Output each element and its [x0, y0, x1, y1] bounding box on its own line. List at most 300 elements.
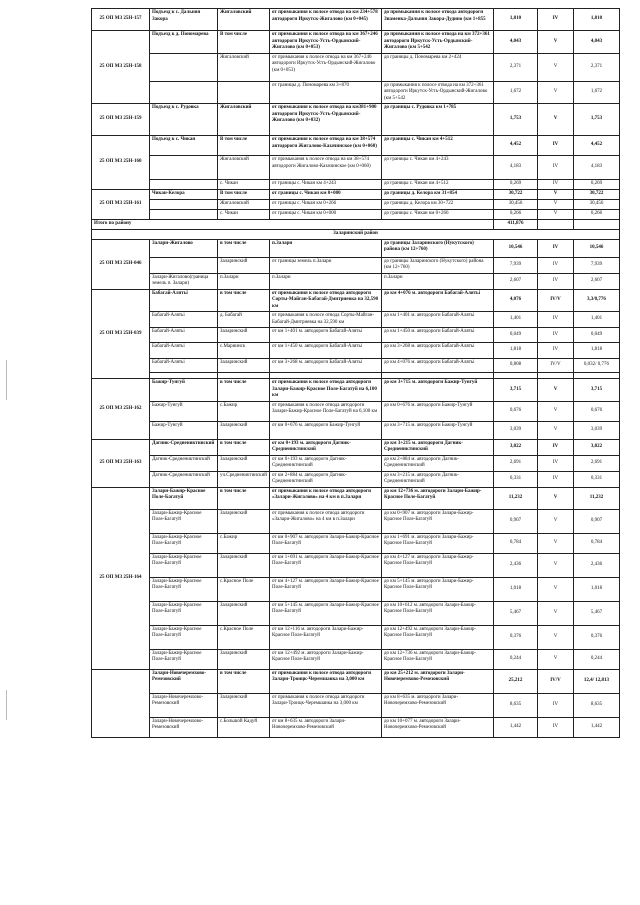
- section-start: от км 5+145 м. автодороги Залари-Бажир-Красное Поле-Багатуй: [270, 601, 382, 625]
- section-length: 0,049: [494, 328, 538, 343]
- table-row: [92, 439, 620, 455]
- table-row: [92, 229, 620, 239]
- section-start: от примыкания к полосе отвода автодороги Сорты-Майган-Бабагай-Дмитриевка на 32,590 км: [270, 289, 382, 312]
- section-length: 4,043: [494, 31, 538, 54]
- section-end: до примыкания к полосе отвода на км 372+361 автодороги Иркутск-Усть-Ордынский-Жигалово (км 5+542: [382, 31, 494, 54]
- road-section-area: в том числе: [218, 289, 270, 312]
- road-name: Бабагай-Алятьі: [150, 289, 218, 312]
- road-name: Залари-Бажир-Красное Поле-Багатуй: [150, 601, 218, 625]
- road-name: Залари-Бажир-Красное Поле-Багатуй: [150, 577, 218, 601]
- scan-edge-mark: [6, 360, 7, 400]
- section-end: до границы с. Рудовка км 1+785: [382, 104, 494, 136]
- district-total-label: Итого по району: [92, 220, 494, 230]
- table-row: [92, 190, 620, 200]
- road-id-code: 25 ОП МЗ 25Н-160: [92, 136, 150, 190]
- section-start: от примыкания к полосе отвода автодороги Залари-Троицк-Черемшанка на 3,000 км: [270, 669, 382, 693]
- section-start: от примыкания к полосе отвода на км 38+574 автодороги Жигалово-Казачинское (км 0+060): [270, 156, 382, 180]
- road-category: IV: [538, 693, 574, 717]
- road-section-area: Жигаловский: [218, 53, 270, 81]
- table-body: [92, 9, 620, 738]
- road-name: Дагник-Среднениктинский: [150, 439, 218, 455]
- road-section-area: в том числе: [218, 487, 270, 509]
- section-length: 2,691: [494, 455, 538, 471]
- section-end: до границы с. Чикан км 4+512: [382, 136, 494, 156]
- road-category: IV: [538, 717, 574, 737]
- section-start: от км 2+884 м. автодороги Дагник-Среднениктинский: [270, 471, 382, 487]
- scan-edge-mark: [6, 690, 7, 720]
- table-row: [92, 401, 620, 421]
- road-category: V: [538, 601, 574, 625]
- road-section-area: Заларинский: [218, 455, 270, 471]
- road-category: V: [538, 553, 574, 577]
- table-row: [92, 257, 620, 273]
- category-length: 0,269: [574, 180, 620, 190]
- section-length: 0,784: [494, 533, 538, 553]
- road-section-area: Заларинский: [218, 328, 270, 343]
- section-end: до границы Заларинского (Нукутского) района (км 12+760): [382, 239, 494, 257]
- section-start: от км 0+907 м. автодороги Залари-Бажир-Красное Поле-Багатуй: [270, 533, 382, 553]
- category-length: 1,401: [574, 312, 620, 328]
- section-end: до км 8+635 м. автодороги Залари-Новочеремхово-Ремезовский: [382, 693, 494, 717]
- section-end: до км 1+450 м. автодороги Бабагай-Алятьі: [382, 328, 494, 343]
- road-category: V: [538, 379, 574, 402]
- section-length: 3,715: [494, 379, 538, 402]
- empty-cell: [574, 220, 620, 230]
- road-category: IV/V: [538, 359, 574, 373]
- table-row: [92, 156, 620, 180]
- section-start: от км 12+116 м. автодороги Залари-Бажир-Красное Поле-Багатуй: [270, 625, 382, 649]
- section-end: до км 3+268 м. автодороги Бабагай-Алятьі: [382, 343, 494, 359]
- district-total-value: 411,876: [494, 220, 538, 230]
- table-row: [92, 210, 620, 220]
- road-category: V: [538, 53, 574, 81]
- road-name: Залари-Жигалово(граница земель п. Залари): [150, 273, 218, 289]
- category-length: 0,331: [574, 471, 620, 487]
- section-start: от примыкания к полосе отвода автодороги Залари-Бажир-Красное Поле-Багатуй на 6,100 км: [270, 379, 382, 402]
- section-start: от км 8+635 м. автодороги Залари-Новочеремхово-Ремезовский: [270, 717, 382, 737]
- table-row: [92, 343, 620, 359]
- section-start: от примыкания к полосе отвода на км 38+574 автодороги Жигалово-Казачинское (км 0+060): [270, 136, 382, 156]
- section-start: от границы с. Чикан км 0+000: [270, 210, 382, 220]
- road-name: Бажир-Тунгуй: [150, 421, 218, 439]
- road-category: IV: [538, 257, 574, 273]
- section-end: до границы д. Пономарева км 2+424: [382, 53, 494, 81]
- category-length: 8,635: [574, 693, 620, 717]
- section-end: до границы с. Чикан км 0+266: [382, 210, 494, 220]
- road-name: Дагник-Среднениктинский: [150, 455, 218, 471]
- road-name: Подъезд к с. Дальняя Закора: [150, 9, 218, 31]
- section-length: 5,467: [494, 601, 538, 625]
- road-category: V: [538, 577, 574, 601]
- section-end: до км 0+907 м. автодороги Залари-Бажир-Красное Поле-Багатуй: [382, 509, 494, 533]
- section-length: 1,401: [494, 312, 538, 328]
- road-name: Залари-Бажир-Красное Поле-Багатуй: [150, 625, 218, 649]
- section-start: от примыкания к полосе отвода автодороги Залари-Троицк-Черемшанка на 3,000 км: [270, 693, 382, 717]
- road-section-area: в том числе: [218, 439, 270, 455]
- road-section-area: с.Красное Поле: [218, 625, 270, 649]
- section-start: от примыкания к полосе отвода на км 234+578 автодороги Иркутск-Жигалово (км 0+045): [270, 9, 382, 31]
- road-id-code: [92, 669, 150, 737]
- road-section-area: Жигаловский: [218, 200, 270, 210]
- road-section-area: с. Чикан: [218, 180, 270, 190]
- table-row: [92, 81, 620, 104]
- section-end: до км 5+145 м. автодороги Залари-Бажир-Красное Поле-Багатуй: [382, 577, 494, 601]
- road-category: IV/V: [538, 669, 574, 693]
- road-section-area: В том числе: [218, 190, 270, 200]
- road-name: Подъезд к д. Пономарева: [150, 31, 218, 54]
- table-row: [92, 553, 620, 577]
- category-length: 2,691: [574, 455, 620, 471]
- section-end: до границы Заларинского (Нукутского) района (км 12+760): [382, 257, 494, 273]
- road-section-area: с. Чикан: [218, 210, 270, 220]
- category-length: 0,266: [574, 210, 620, 220]
- table-row: [92, 31, 620, 54]
- road-category: IV: [538, 156, 574, 180]
- section-start: от км 4+127 м. автодороги Залари-Бажир-Красное Поле-Багатуй: [270, 577, 382, 601]
- section-length: 0,676: [494, 401, 538, 421]
- road-register-table: [91, 8, 620, 738]
- section-length: 0,808: [494, 359, 538, 373]
- category-length: 2,371: [574, 53, 620, 81]
- section-length: 0,244: [494, 649, 538, 669]
- road-name: Залари-Жигалово: [150, 239, 218, 257]
- road-name: [150, 200, 218, 210]
- road-section-area: Заларинский: [218, 693, 270, 717]
- road-id-code: 25 ОП МЗ 25Н-161: [92, 190, 150, 220]
- category-length: 3,022: [574, 439, 620, 455]
- section-length: 1,818: [494, 343, 538, 359]
- section-start: от границы д. Пономарева км 3+870: [270, 81, 382, 104]
- category-length: 1,818: [574, 343, 620, 359]
- section-length: 25,212: [494, 669, 538, 693]
- section-length: 0,266: [494, 210, 538, 220]
- table-row: [92, 220, 620, 230]
- section-length: 1,672: [494, 81, 538, 104]
- road-section-area: Жигаловский: [218, 156, 270, 180]
- section-start: п.Залари: [270, 239, 382, 257]
- section-end: до км 4+127 м. автодороги Залари-Бажир-Красное Поле-Багатуй: [382, 553, 494, 577]
- section-length: 30,722: [494, 190, 538, 200]
- section-length: 7,939: [494, 257, 538, 273]
- road-category: IV: [538, 455, 574, 471]
- section-start: от км 3+268 м. автодороги Бабагай-Алятьі: [270, 359, 382, 373]
- road-section-area: д. Бабагай: [218, 312, 270, 328]
- road-name: Бабагай-Алятьі: [150, 359, 218, 373]
- section-start: от км 1+450 м. автодороги Бабагай-Алятьі: [270, 343, 382, 359]
- category-length: 0,032/ 0,776: [574, 359, 620, 373]
- category-length: 1,018: [574, 577, 620, 601]
- category-length: 5,467: [574, 601, 620, 625]
- section-start: от км 0+676 м. автодороги Бажир-Тунгуй: [270, 421, 382, 439]
- region-header: Заларинский район: [92, 229, 620, 239]
- road-category: IV: [538, 312, 574, 328]
- road-section-area: Жигаловский: [218, 9, 270, 31]
- section-length: 2,607: [494, 273, 538, 289]
- road-section-area: [218, 81, 270, 104]
- road-section-area: п.Залари: [218, 273, 270, 289]
- table-row: [92, 104, 620, 136]
- category-length: 3,715: [574, 379, 620, 402]
- road-name: Залари-Новочеремхово-Ремезовский: [150, 717, 218, 737]
- road-category: V: [538, 104, 574, 136]
- road-name: Бабагай-Алятьі: [150, 312, 218, 328]
- road-section-area: уч.Среднениктинский: [218, 471, 270, 487]
- category-length: 4,043: [574, 31, 620, 54]
- road-id-code: 25 ОП МЗ 25Н-163: [92, 439, 150, 487]
- table-row: [92, 359, 620, 373]
- section-end: до км 1+401 м. автодороги Бабагай-Алятьі: [382, 312, 494, 328]
- road-name: Залари-Бажир-Красное Поле-Багатуй: [150, 649, 218, 669]
- section-length: 11,232: [494, 487, 538, 509]
- category-length: 0,376: [574, 625, 620, 649]
- section-length: 0,269: [494, 180, 538, 190]
- table-row: [92, 649, 620, 669]
- section-end: до границы с. Чикан км 4+512: [382, 180, 494, 190]
- road-category: V: [538, 625, 574, 649]
- category-length: 0,244: [574, 649, 620, 669]
- road-section-area: в том числе: [218, 379, 270, 402]
- table-row: [92, 289, 620, 312]
- road-section-area: В том числе: [218, 31, 270, 54]
- road-name: Подъезд к с. Рудовка: [150, 104, 218, 136]
- section-start: от границы с. Чикан км 0+000: [270, 190, 382, 200]
- category-length: 1,810: [574, 9, 620, 31]
- section-start: от км 0+193 м. автодороги Дагник-Среднениктинский: [270, 439, 382, 455]
- table-row: [92, 601, 620, 625]
- road-category: V: [538, 421, 574, 439]
- road-category: IV: [538, 343, 574, 359]
- table-row: [92, 471, 620, 487]
- road-section-area: с.Бажир: [218, 533, 270, 553]
- section-length: 1,442: [494, 717, 538, 737]
- section-start: от примыкания к полосе отвода автодороги «Залари-Жигалово» на 4 км в п.Залари: [270, 487, 382, 509]
- road-category: V: [538, 200, 574, 210]
- table-row: [92, 421, 620, 439]
- road-id-code: 25 ОП МЗ 25Н-039: [92, 289, 150, 379]
- road-section-area: с.Мариинск: [218, 343, 270, 359]
- section-start: от примыкания к полосе отвода на км 367+246 автодороги Иркутск-Усть-Ордынский-Жигалово (км 0+053): [270, 31, 382, 54]
- table-row: [92, 136, 620, 156]
- section-start: п.Залари: [270, 273, 382, 289]
- road-name: [150, 257, 218, 273]
- road-name: Бабагай-Алятьі: [150, 343, 218, 359]
- road-name: Залари-Новочеремхово-Ремезовский: [150, 693, 218, 717]
- road-id-code: 25 ОП МЗ 25Н-157: [92, 9, 150, 31]
- road-name: [150, 210, 218, 220]
- road-category: IV: [538, 9, 574, 31]
- road-name: [150, 180, 218, 190]
- road-id-code: 25 ОП МЗ 25Н-159: [92, 104, 150, 136]
- road-section-area: с.Бажир: [218, 401, 270, 421]
- section-end: до км 1+691 м. автодороги Залари-Бажир-Красное Поле-Багатуй: [382, 533, 494, 553]
- section-end: до км 3+715 м. автодороги Бажир-Тунгуй: [382, 421, 494, 439]
- road-category: V: [538, 533, 574, 553]
- section-length: 1,810: [494, 9, 538, 31]
- section-end: до км 3+215 м. автодороги Дагник-Среднениктинский: [382, 471, 494, 487]
- road-id-code: 25 ОП МЗ 25Н-158: [92, 31, 150, 104]
- road-name: Залари-Новочеремхово-Ремезовский: [150, 669, 218, 693]
- road-category: V: [538, 31, 574, 54]
- section-end: до границы с. Чикан км 4+243: [382, 156, 494, 180]
- road-name: Залари-Бажир-Красное Поле-Багатуй: [150, 487, 218, 509]
- section-length: 0,907: [494, 509, 538, 533]
- category-length: 30,722: [574, 190, 620, 200]
- table-row: [92, 328, 620, 343]
- section-start: от примыкания к полосе отвода на км 367+246 автодороги Иркутск-Усть-Ордынский-Жигалово (км 0+053): [270, 53, 382, 81]
- category-length: 0,049: [574, 328, 620, 343]
- section-end: до границы д. Келора км 31+854: [382, 190, 494, 200]
- road-name: Бажир-Тунгуй: [150, 379, 218, 402]
- road-name: Бабагай-Алятьі: [150, 328, 218, 343]
- road-name: Бажир-Тунгуй: [150, 401, 218, 421]
- road-section-area: Заларинский: [218, 649, 270, 669]
- category-length: 3,3/0,776: [574, 289, 620, 312]
- category-length: 4,183: [574, 156, 620, 180]
- road-name: Дагник-Среднениктинский: [150, 471, 218, 487]
- section-start: от примыкания к полосе отвода автодороги Залари-Бажир-Красное Поле-Багатуй на 6,100 км: [270, 401, 382, 421]
- section-start: от км 12+492 м. автодороги Залари-Бажир-Красное Поле-Багатуй: [270, 649, 382, 669]
- road-section-area: В том числе: [218, 136, 270, 156]
- section-length: 1,018: [494, 577, 538, 601]
- section-end: до км 0+676 м. автодороги Бажир-Тунгуй: [382, 401, 494, 421]
- table-row: [92, 53, 620, 81]
- road-category: IV: [538, 273, 574, 289]
- category-length: 1,753: [574, 104, 620, 136]
- road-id-code: 25 ОП МЗ 25Н-164: [92, 487, 150, 669]
- section-end: до км 12+736 м. автодороги Залари-Бажир-Красное Поле-Багатуй: [382, 487, 494, 509]
- road-name: Залари-Бажир-Красное Поле-Багатуй: [150, 509, 218, 533]
- section-start: от примыкания к полосе отвода на км381+900 автодороги Иркутск-Усть-Ордынский-Жигалово (км 0+032): [270, 104, 382, 136]
- section-end: до км 25+212 м. автодороги Залари-Новочеремхово-Ремезовский: [382, 669, 494, 693]
- road-section-area: Заларинский: [218, 421, 270, 439]
- road-name: Залари-Бажир-Красное Поле-Багатуй: [150, 533, 218, 553]
- section-length: 10,546: [494, 239, 538, 257]
- section-length: 8,635: [494, 693, 538, 717]
- section-start: от примыкания к полосе отвода Сорты-Майган-Бабагай-Дмитриевка на 32,590 км: [270, 312, 382, 328]
- category-length: 0,676: [574, 401, 620, 421]
- category-length: 3,039: [574, 421, 620, 439]
- table-row: [92, 9, 620, 31]
- section-length: 0,376: [494, 625, 538, 649]
- empty-cell: [538, 220, 574, 230]
- table-row: [92, 200, 620, 210]
- section-length: 3,022: [494, 439, 538, 455]
- road-name: [150, 53, 218, 81]
- section-end: до примыкания к полосе отвода автодороги Знаменка-Дальняя Закора-Дудино (км 1+855: [382, 9, 494, 31]
- road-section-area: в том числе: [218, 239, 270, 257]
- section-length: 2,436: [494, 553, 538, 577]
- road-category: IV: [538, 439, 574, 455]
- section-length: 30,456: [494, 200, 538, 210]
- section-end: до км 4+076 м. автодороги Бабагай-Алятьі: [382, 289, 494, 312]
- section-start: от примыкания к полосе отвода автодороги «Залари-Жигалово» на 4 км в п.Залари: [270, 509, 382, 533]
- section-start: от границы земель п.Залари: [270, 257, 382, 273]
- road-category: V: [538, 509, 574, 533]
- road-category: V: [538, 649, 574, 669]
- section-end: до км 3+215 м. автодороги Дагник-Среднениктинский: [382, 439, 494, 455]
- category-length: 0,907: [574, 509, 620, 533]
- section-end: до км 4+076 м. автодороги Бабагай-Алятьі: [382, 359, 494, 373]
- section-end: до км 10+077 м. автодороги Залари-Новочеремхово-Ремезовский: [382, 717, 494, 737]
- table-row: [92, 717, 620, 737]
- table-row: [92, 509, 620, 533]
- section-length: 0,331: [494, 471, 538, 487]
- section-length: 1,753: [494, 104, 538, 136]
- road-section-area: в том числе: [218, 669, 270, 693]
- section-length: 2,371: [494, 53, 538, 81]
- section-start: от границы с. Чикан км 4+243: [270, 180, 382, 190]
- section-end: до км 10+612 м. автодороги Залари-Бажир-Красное Поле-Багатуй: [382, 601, 494, 625]
- table-row: [92, 180, 620, 190]
- road-category: IV: [538, 239, 574, 257]
- table-row: [92, 487, 620, 509]
- road-id-code: 25 ОП МЗ 25Н-162: [92, 379, 150, 440]
- section-start: от км 1+401 м. автодороги Бабагай-Алятьі: [270, 328, 382, 343]
- table-row: [92, 669, 620, 693]
- section-length: 3,039: [494, 421, 538, 439]
- section-length: 4,183: [494, 156, 538, 180]
- table-row: [92, 273, 620, 289]
- section-length: 4,076: [494, 289, 538, 312]
- section-end: до примыкания к полосе отвода на км 372+361 автодороги Иркутск-Усть-Ордынский-Жигалово (км 5+542: [382, 81, 494, 104]
- category-length: 1,442: [574, 717, 620, 737]
- road-section-area: Заларинский: [218, 601, 270, 625]
- table-row: [92, 312, 620, 328]
- category-length: 4,452: [574, 136, 620, 156]
- section-end: до км 2+884 м. автодороги Дагник-Среднениктинский: [382, 455, 494, 471]
- road-category: V: [538, 190, 574, 200]
- road-section-area: Заларинский: [218, 509, 270, 533]
- road-category: V: [538, 81, 574, 104]
- section-end: до км 3+715 м. автодороги Бажир-Тунгуй: [382, 379, 494, 402]
- road-category: V: [538, 487, 574, 509]
- road-category: V: [538, 210, 574, 220]
- road-section-area: Заларинский: [218, 359, 270, 373]
- section-end: до км 12+492 м. автодороги Залари-Бажир-Красное Поле-Багатуй: [382, 625, 494, 649]
- category-length: 2,607: [574, 273, 620, 289]
- table-row: [92, 533, 620, 553]
- road-category: IV/V: [538, 289, 574, 312]
- road-section-area: Жигаловский: [218, 104, 270, 136]
- section-end: до км 12+736 м. автодороги Залари-Бажир-Красное Поле-Багатуй: [382, 649, 494, 669]
- category-length: 0,784: [574, 533, 620, 553]
- section-start: от границы с. Чикан км 0+266: [270, 200, 382, 210]
- road-category: V: [538, 401, 574, 421]
- category-length: 11,232: [574, 487, 620, 509]
- road-category: IV: [538, 180, 574, 190]
- section-end: до границы д. Келора км 30+722: [382, 200, 494, 210]
- road-category: IV: [538, 328, 574, 343]
- road-id-code: 25 ОП МЗ 25Н-046: [92, 239, 150, 289]
- road-section-area: с.Большой Кадуй: [218, 717, 270, 737]
- table-row: [92, 455, 620, 471]
- road-section-area: Заларинский: [218, 257, 270, 273]
- section-end: п.Залари: [382, 273, 494, 289]
- road-section-area: с.Красное Поле: [218, 577, 270, 601]
- table-row: [92, 625, 620, 649]
- category-length: 1,672: [574, 81, 620, 104]
- table-row: [92, 379, 620, 402]
- section-start: от км 1+691 м. автодороги Залари-Бажир-Красное Поле-Багатуй: [270, 553, 382, 577]
- road-name: Чикан-Келора: [150, 190, 218, 200]
- road-name: Подъезд к с. Чикан: [150, 136, 218, 156]
- road-name: [150, 156, 218, 180]
- road-name: Залари-Бажир-Красное Поле-Багатуй: [150, 553, 218, 577]
- road-section-area: Заларинский: [218, 553, 270, 577]
- table-row: [92, 577, 620, 601]
- category-length: 30,456: [574, 200, 620, 210]
- section-start: от км 0+193 м. автодороги Дагник-Среднениктинский: [270, 455, 382, 471]
